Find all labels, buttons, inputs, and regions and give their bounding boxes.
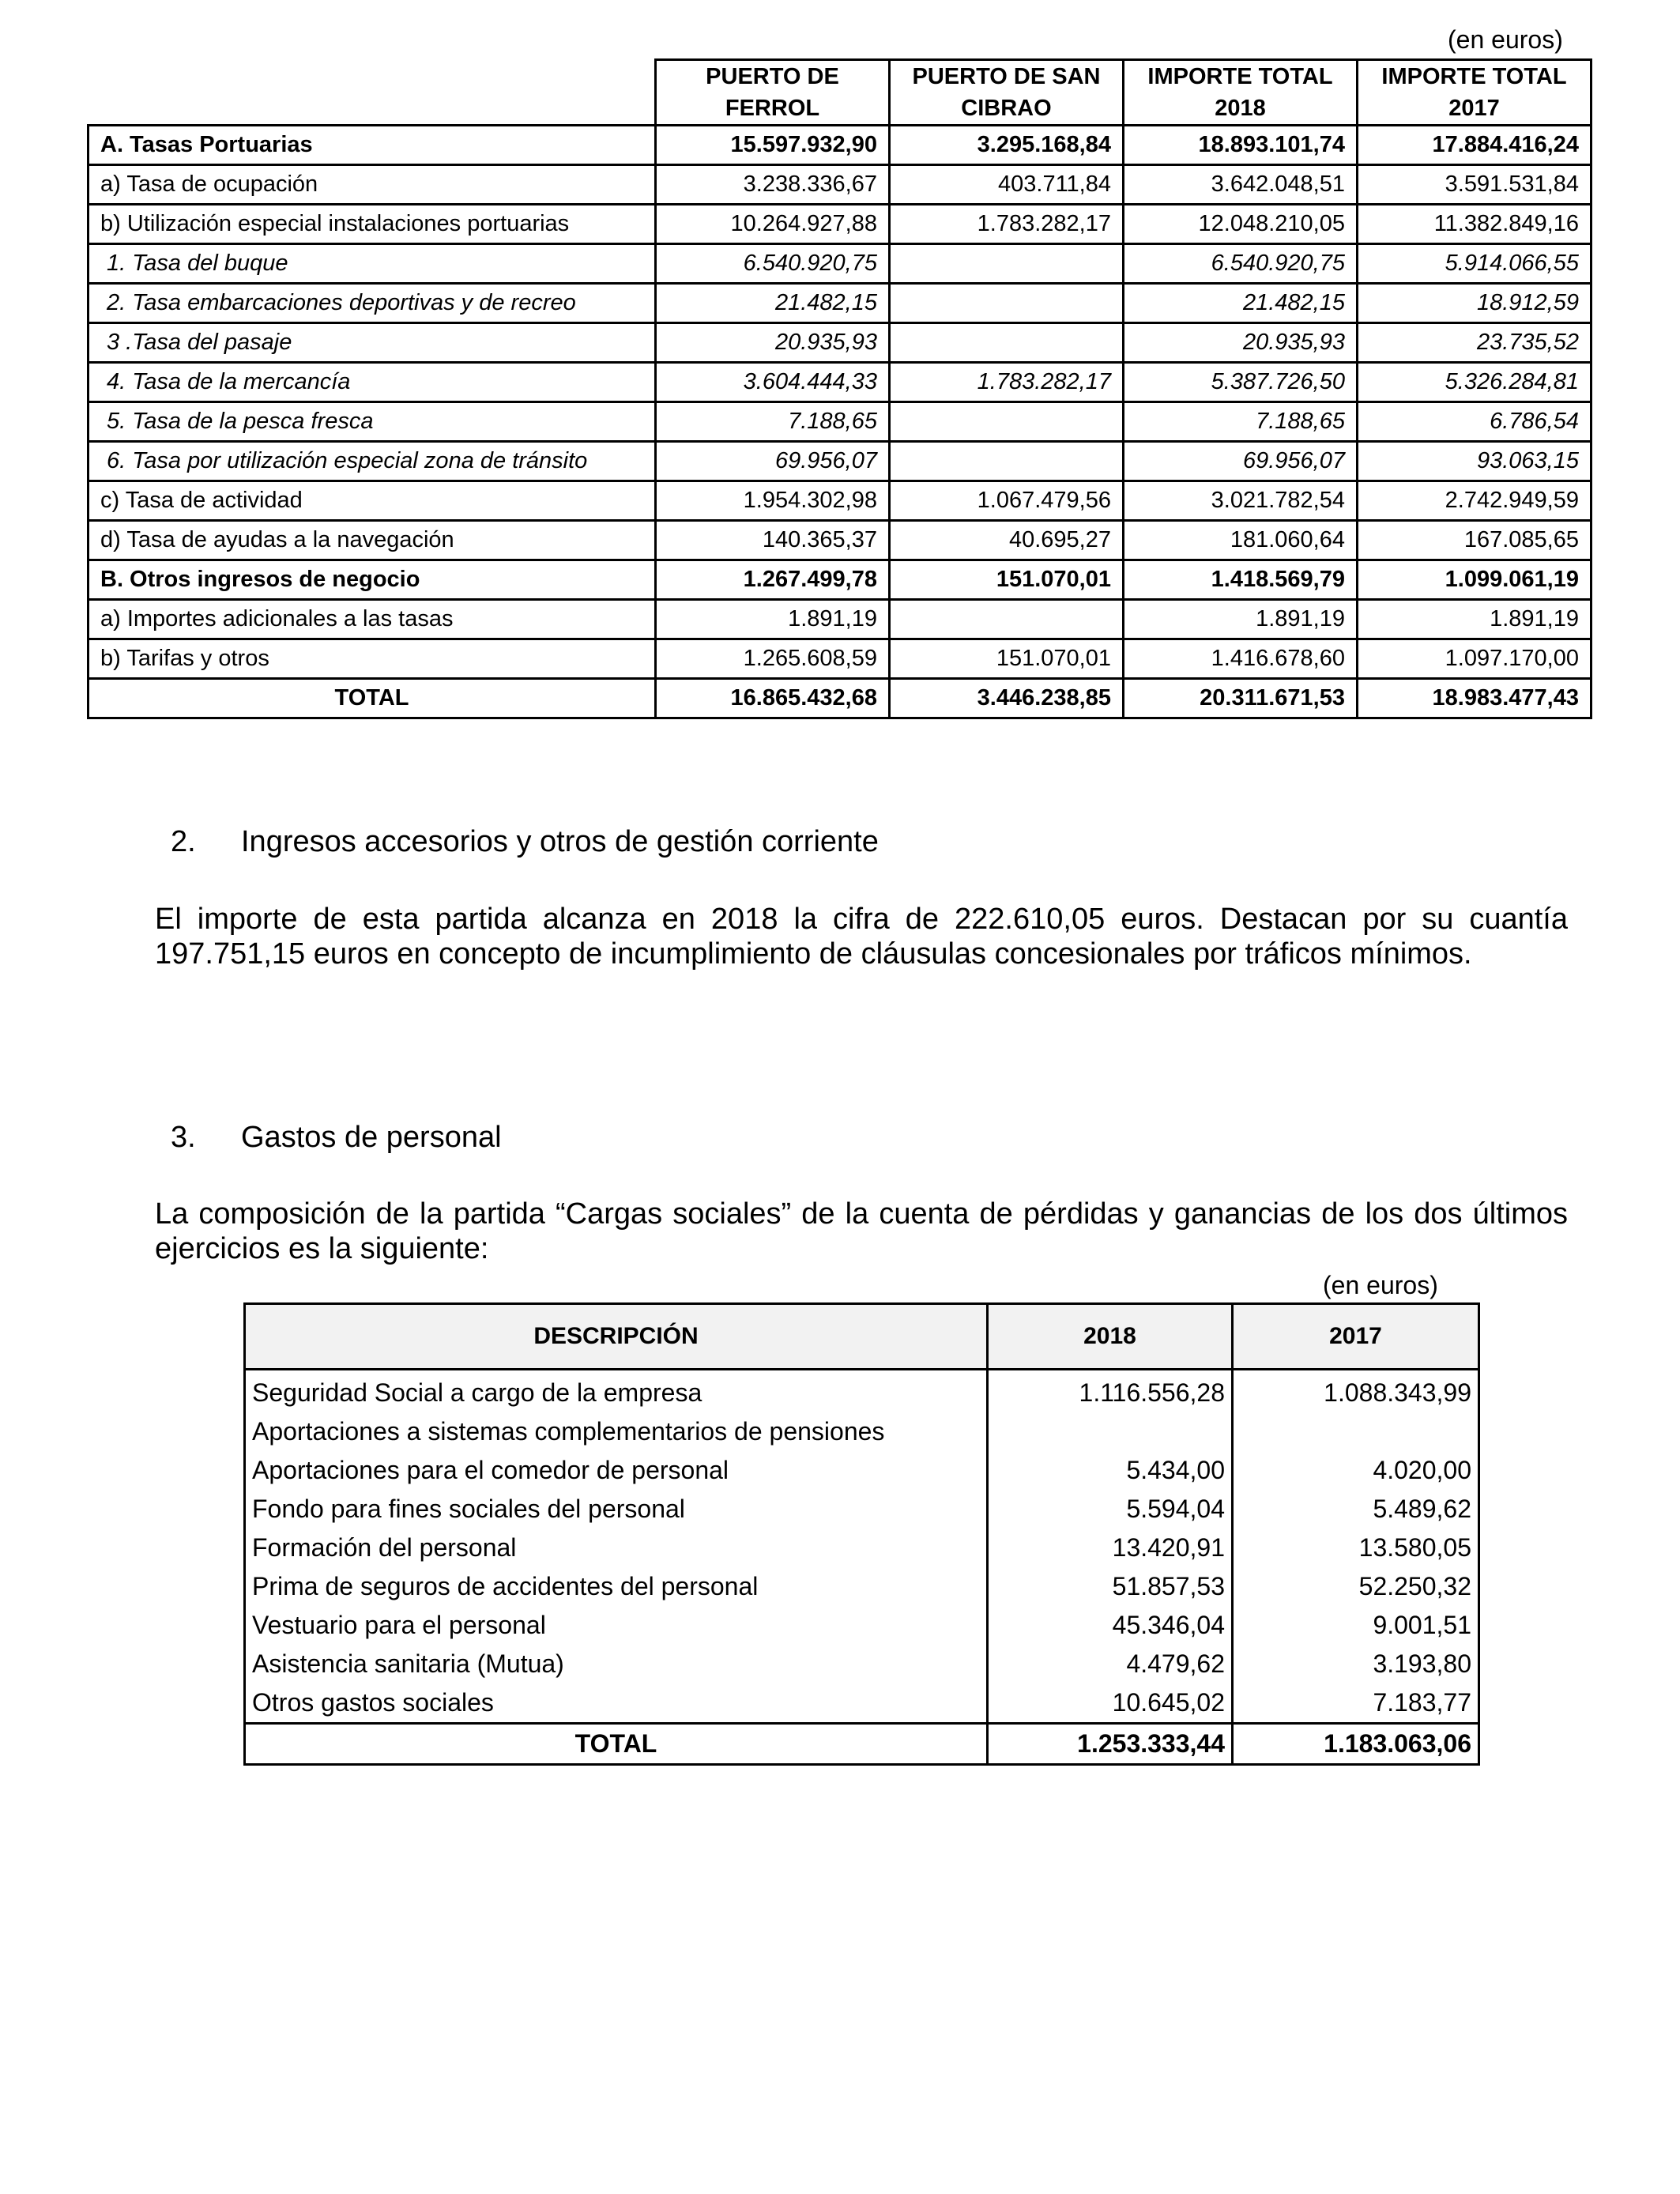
row-value	[890, 323, 1124, 363]
header-importe-2017: IMPORTE TOTAL 2017	[1358, 60, 1591, 126]
row-value	[890, 442, 1124, 481]
table-row	[89, 323, 1591, 363]
row-value: 69.956,07	[656, 442, 890, 481]
row-value: 13.420,91	[988, 1529, 1233, 1567]
row-label: c) Tasa de actividad	[89, 481, 656, 521]
table-row	[89, 560, 1591, 600]
row-value: 21.482,15	[656, 284, 890, 323]
row-value: 5.326.284,81	[1358, 363, 1591, 402]
header-blank-cell	[89, 60, 656, 126]
header-puerto-san-cibrao: PUERTO DE SAN CIBRAO	[890, 60, 1124, 126]
row-value: 1.891,19	[1124, 600, 1358, 639]
table-row	[89, 481, 1591, 521]
table-row	[89, 205, 1591, 244]
row-value	[1233, 1412, 1479, 1451]
table-row	[89, 600, 1591, 639]
table-row	[245, 1490, 1479, 1529]
row-value: 1.891,19	[656, 600, 890, 639]
total-value: 1.183.063,06	[1233, 1724, 1479, 1765]
row-value: 5.489,62	[1233, 1490, 1479, 1529]
total-value: 20.311.671,53	[1124, 679, 1358, 718]
row-value: 3.193,80	[1233, 1645, 1479, 1683]
row-value: 23.735,52	[1358, 323, 1591, 363]
header-2018: 2018	[988, 1304, 1233, 1370]
row-label: Vestuario para el personal	[245, 1606, 988, 1645]
row-label: Asistencia sanitaria (Mutua)	[245, 1645, 988, 1683]
row-label: A. Tasas Portuarias	[89, 126, 656, 165]
row-value: 20.935,93	[1124, 323, 1358, 363]
header-importe-2018: IMPORTE TOTAL 2018	[1124, 60, 1358, 126]
row-label: a) Importes adicionales a las tasas	[89, 600, 656, 639]
row-value: 20.935,93	[656, 323, 890, 363]
row-value: 6.786,54	[1358, 402, 1591, 442]
row-value: 5.594,04	[988, 1490, 1233, 1529]
row-value: 3.295.168,84	[890, 126, 1124, 165]
row-value: 18.893.101,74	[1124, 126, 1358, 165]
row-label: Aportaciones a sistemas complementarios de pensiones	[245, 1412, 988, 1451]
row-value: 1.265.608,59	[656, 639, 890, 679]
row-value: 1.891,19	[1358, 600, 1591, 639]
header-puerto-ferrol: PUERTO DE FERROL	[656, 60, 890, 126]
row-label: 4. Tasa de la mercancía	[89, 363, 656, 402]
row-label: 5. Tasa de la pesca fresca	[89, 402, 656, 442]
table-row	[89, 244, 1591, 284]
section2-paragraph: El importe de esta partida alcanza en 2018 la cifra de 222.610,05 euros. Destacan por su cuantía 197.751,15 euros en concepto de incumplimiento de cláusulas concesionales por tráficos mínimos.	[155, 903, 1568, 971]
row-value: 13.580,05	[1233, 1529, 1479, 1567]
row-label: 6. Tasa por utilización especial zona de tránsito	[89, 442, 656, 481]
row-label: Prima de seguros de accidentes del personal	[245, 1567, 988, 1606]
table-row	[245, 1370, 1479, 1413]
row-value: 1.267.499,78	[656, 560, 890, 600]
row-value: 3.021.782,54	[1124, 481, 1358, 521]
row-label: Aportaciones para el comedor de personal	[245, 1451, 988, 1490]
section2-title: Ingresos accesorios y otros de gestión corriente	[241, 825, 879, 858]
row-label: B. Otros ingresos de negocio	[89, 560, 656, 600]
row-value: 18.912,59	[1358, 284, 1591, 323]
total-value: 3.446.238,85	[890, 679, 1124, 718]
row-label: 3 .Tasa del pasaje	[89, 323, 656, 363]
row-value: 403.711,84	[890, 165, 1124, 205]
row-value: 7.188,65	[656, 402, 890, 442]
section2-number: 2.	[171, 825, 196, 858]
row-value: 140.365,37	[656, 521, 890, 560]
table-row	[89, 442, 1591, 481]
row-value: 1.954.302,98	[656, 481, 890, 521]
row-value: 45.346,04	[988, 1606, 1233, 1645]
row-value	[890, 284, 1124, 323]
social-charges-table	[243, 1302, 1480, 1766]
row-value: 1.099.061,19	[1358, 560, 1591, 600]
row-value: 1.067.479,56	[890, 481, 1124, 521]
table-row	[245, 1683, 1479, 1724]
header-2017: 2017	[1233, 1304, 1479, 1370]
table-row	[89, 363, 1591, 402]
row-value: 52.250,32	[1233, 1567, 1479, 1606]
row-value	[890, 402, 1124, 442]
row-value: 6.540.920,75	[1124, 244, 1358, 284]
row-label: b) Tarifas y otros	[89, 639, 656, 679]
row-value: 1.097.170,00	[1358, 639, 1591, 679]
row-label: d) Tasa de ayudas a la navegación	[89, 521, 656, 560]
row-value: 3.604.444,33	[656, 363, 890, 402]
total-value: 1.253.333,44	[988, 1724, 1233, 1765]
table-row	[245, 1451, 1479, 1490]
table-row	[245, 1645, 1479, 1683]
row-value: 5.387.726,50	[1124, 363, 1358, 402]
row-value: 167.085,65	[1358, 521, 1591, 560]
table-header-row	[89, 60, 1591, 126]
row-value: 7.183,77	[1233, 1683, 1479, 1724]
row-value	[988, 1412, 1233, 1451]
table-row	[89, 521, 1591, 560]
row-value: 3.642.048,51	[1124, 165, 1358, 205]
row-value: 5.914.066,55	[1358, 244, 1591, 284]
row-value: 17.884.416,24	[1358, 126, 1591, 165]
row-label: Formación del personal	[245, 1529, 988, 1567]
row-value: 3.238.336,67	[656, 165, 890, 205]
row-value: 15.597.932,90	[656, 126, 890, 165]
row-value: 21.482,15	[1124, 284, 1358, 323]
header-descripcion: DESCRIPCIÓN	[245, 1304, 988, 1370]
row-value: 1.088.343,99	[1233, 1370, 1479, 1413]
row-value: 7.188,65	[1124, 402, 1358, 442]
table-row	[245, 1529, 1479, 1567]
row-value: 5.434,00	[988, 1451, 1233, 1490]
table-row	[245, 1567, 1479, 1606]
row-value: 51.857,53	[988, 1567, 1233, 1606]
row-value: 1.416.678,60	[1124, 639, 1358, 679]
row-value: 1.418.569,79	[1124, 560, 1358, 600]
total-label: TOTAL	[245, 1724, 988, 1765]
row-label: 2. Tasa embarcaciones deportivas y de recreo	[89, 284, 656, 323]
table-header-row	[245, 1304, 1479, 1370]
table-row	[89, 165, 1591, 205]
row-value: 4.479,62	[988, 1645, 1233, 1683]
section3-number: 3.	[171, 1121, 196, 1154]
row-label: Otros gastos sociales	[245, 1683, 988, 1724]
row-value: 12.048.210,05	[1124, 205, 1358, 244]
row-value: 4.020,00	[1233, 1451, 1479, 1490]
row-value: 10.645,02	[988, 1683, 1233, 1724]
row-value: 151.070,01	[890, 560, 1124, 600]
row-label: b) Utilización especial instalaciones portuarias	[89, 205, 656, 244]
section3-title: Gastos de personal	[241, 1121, 502, 1154]
row-label: a) Tasa de ocupación	[89, 165, 656, 205]
table-row	[89, 639, 1591, 679]
row-value: 3.591.531,84	[1358, 165, 1591, 205]
row-value: 10.264.927,88	[656, 205, 890, 244]
total-row	[89, 679, 1591, 718]
row-value: 1.783.282,17	[890, 205, 1124, 244]
total-label: TOTAL	[89, 679, 656, 718]
table-row	[89, 402, 1591, 442]
section3-paragraph: La composición de la partida “Cargas sociales” de la cuenta de pérdidas y ganancias de los dos últimos ejercicios es la siguiente:	[155, 1197, 1568, 1265]
table-row	[245, 1606, 1479, 1645]
total-row	[245, 1724, 1479, 1765]
row-value: 151.070,01	[890, 639, 1124, 679]
row-label: Seguridad Social a cargo de la empresa	[245, 1370, 988, 1413]
total-value: 16.865.432,68	[656, 679, 890, 718]
row-value: 9.001,51	[1233, 1606, 1479, 1645]
row-value	[890, 600, 1124, 639]
row-value: 40.695,27	[890, 521, 1124, 560]
table-row	[89, 126, 1591, 165]
row-value: 1.783.282,17	[890, 363, 1124, 402]
port-fees-table	[87, 58, 1592, 719]
row-label: Fondo para fines sociales del personal	[245, 1490, 988, 1529]
row-value: 6.540.920,75	[656, 244, 890, 284]
row-label: 1. Tasa del buque	[89, 244, 656, 284]
table2-unit-note: (en euros)	[1323, 1271, 1438, 1299]
table1-unit-note: (en euros)	[1448, 25, 1563, 54]
table-row	[245, 1412, 1479, 1451]
table-row	[89, 284, 1591, 323]
row-value: 2.742.949,59	[1358, 481, 1591, 521]
total-value: 18.983.477,43	[1358, 679, 1591, 718]
row-value: 181.060,64	[1124, 521, 1358, 560]
row-value: 1.116.556,28	[988, 1370, 1233, 1413]
row-value: 69.956,07	[1124, 442, 1358, 481]
row-value: 11.382.849,16	[1358, 205, 1591, 244]
row-value	[890, 244, 1124, 284]
row-value: 93.063,15	[1358, 442, 1591, 481]
